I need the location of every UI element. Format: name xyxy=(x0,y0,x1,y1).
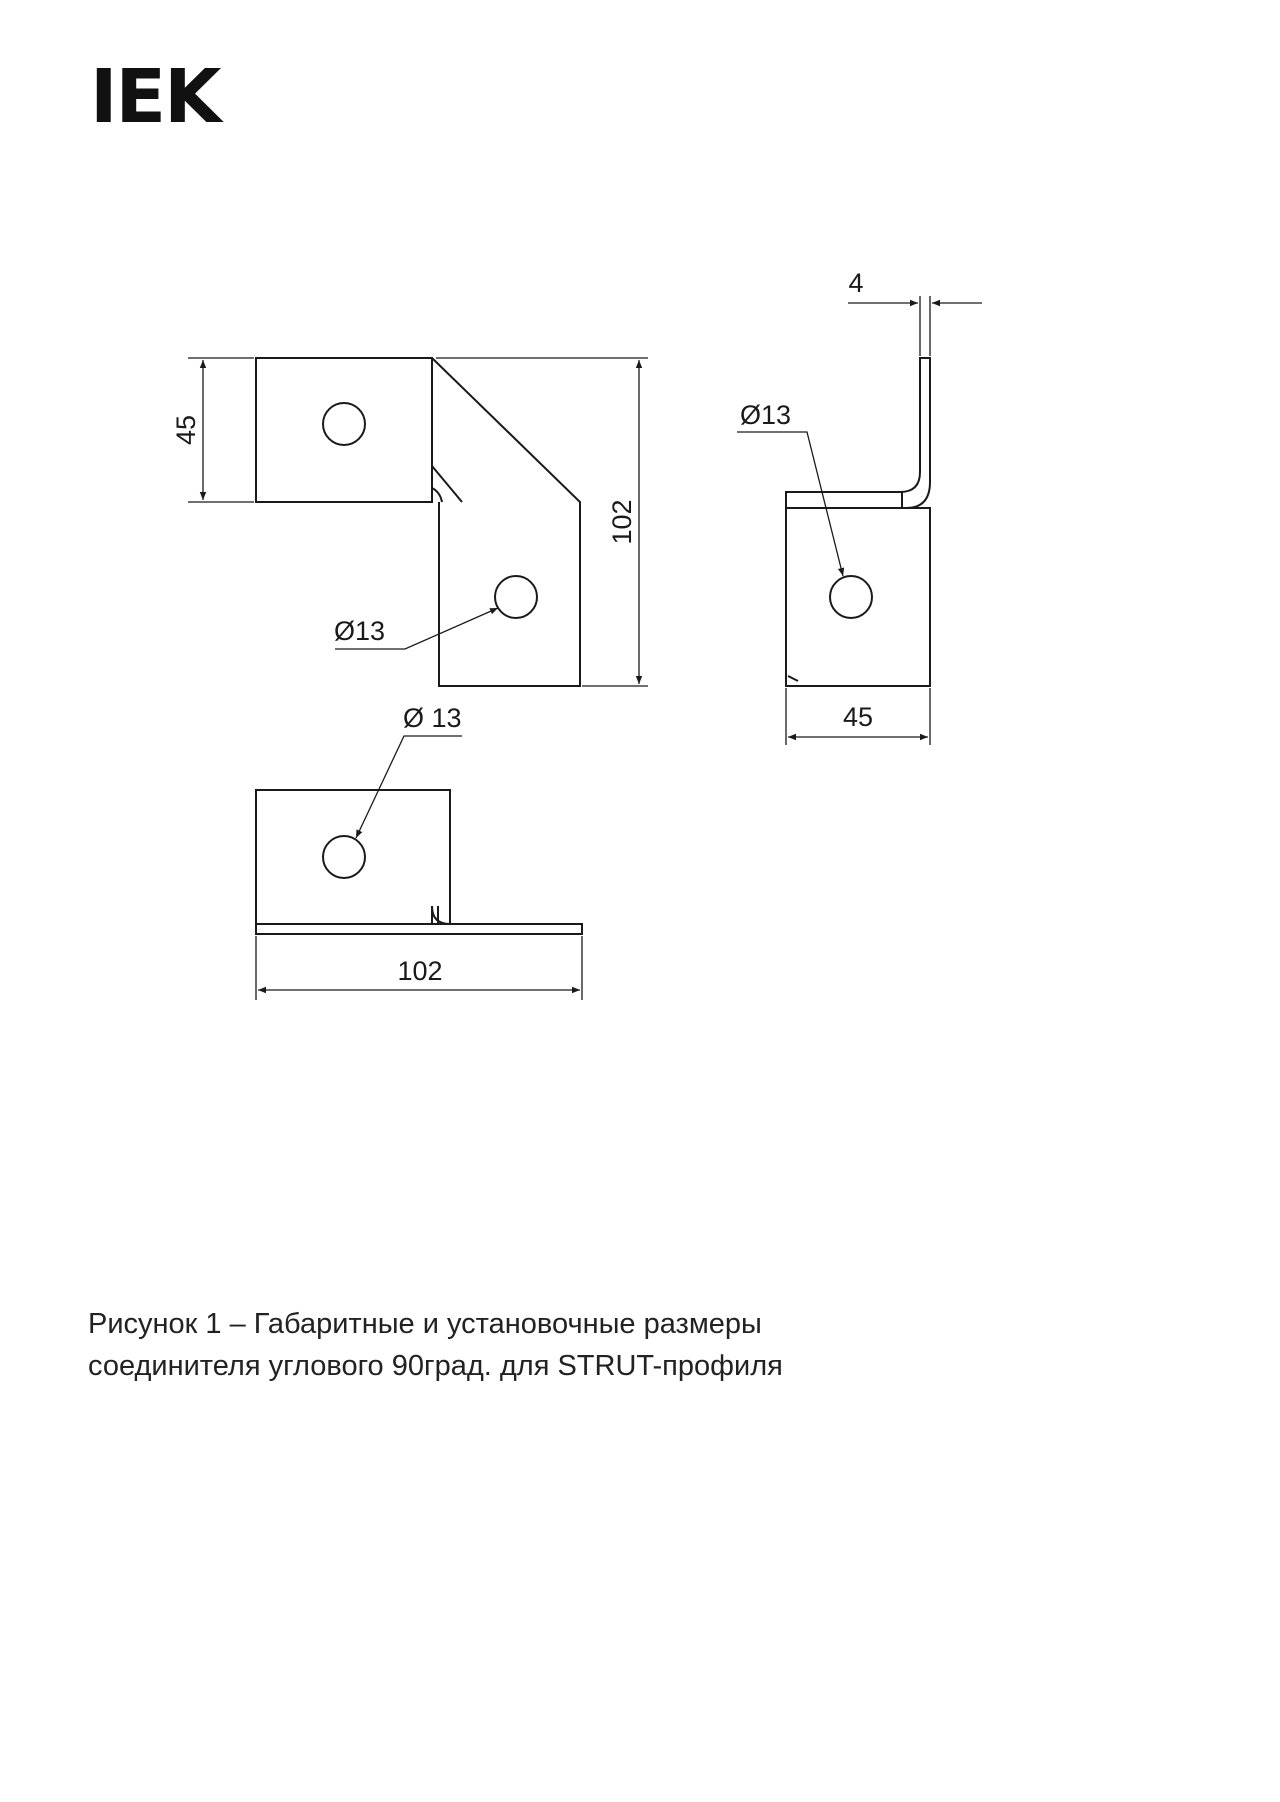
leader-d13-side-view xyxy=(737,432,843,576)
top-view-bend-radius xyxy=(432,488,442,502)
dim-label-4: 4 xyxy=(848,268,864,298)
front-view-hole xyxy=(323,836,365,878)
dim-label-d13-side-view: Ø13 xyxy=(740,400,792,430)
top-view-upper-plate xyxy=(256,358,432,502)
front-view-base-plate xyxy=(256,924,582,934)
front-view xyxy=(256,790,582,934)
top-view xyxy=(256,358,580,686)
top-view-angled-plate xyxy=(432,358,580,686)
side-view xyxy=(786,358,930,686)
front-view-bend-radius xyxy=(432,906,450,924)
side-view-hole xyxy=(830,576,872,618)
dim-label-102-horizontal: 102 xyxy=(397,956,443,986)
dim-label-d13-front-view: Ø 13 xyxy=(403,703,462,733)
leader-d13-front-view xyxy=(356,736,462,838)
side-view-tick xyxy=(788,676,798,681)
side-view-face xyxy=(786,508,930,686)
caption-line-1: Рисунок 1 – Габаритные и установочные размеры xyxy=(88,1308,762,1340)
logo-text: IEK xyxy=(90,54,220,140)
top-view-bend-line xyxy=(432,466,462,502)
dim-label-d13-top-view: Ø13 xyxy=(334,616,386,646)
caption-line-2: соединителя углового 90град. для STRUT-профиля xyxy=(88,1350,783,1382)
side-view-dimensions xyxy=(737,296,982,745)
top-view-hole-lower xyxy=(495,576,537,618)
figure-caption xyxy=(88,1303,988,1387)
iek-logo xyxy=(90,54,224,140)
dim-label-45-horizontal: 45 xyxy=(842,702,874,732)
dim-label-102-vertical: 102 xyxy=(607,499,637,545)
dim-label-45-vertical: 45 xyxy=(171,414,201,446)
front-view-upright-plate xyxy=(256,790,450,924)
top-view-hole-upper xyxy=(323,403,365,445)
